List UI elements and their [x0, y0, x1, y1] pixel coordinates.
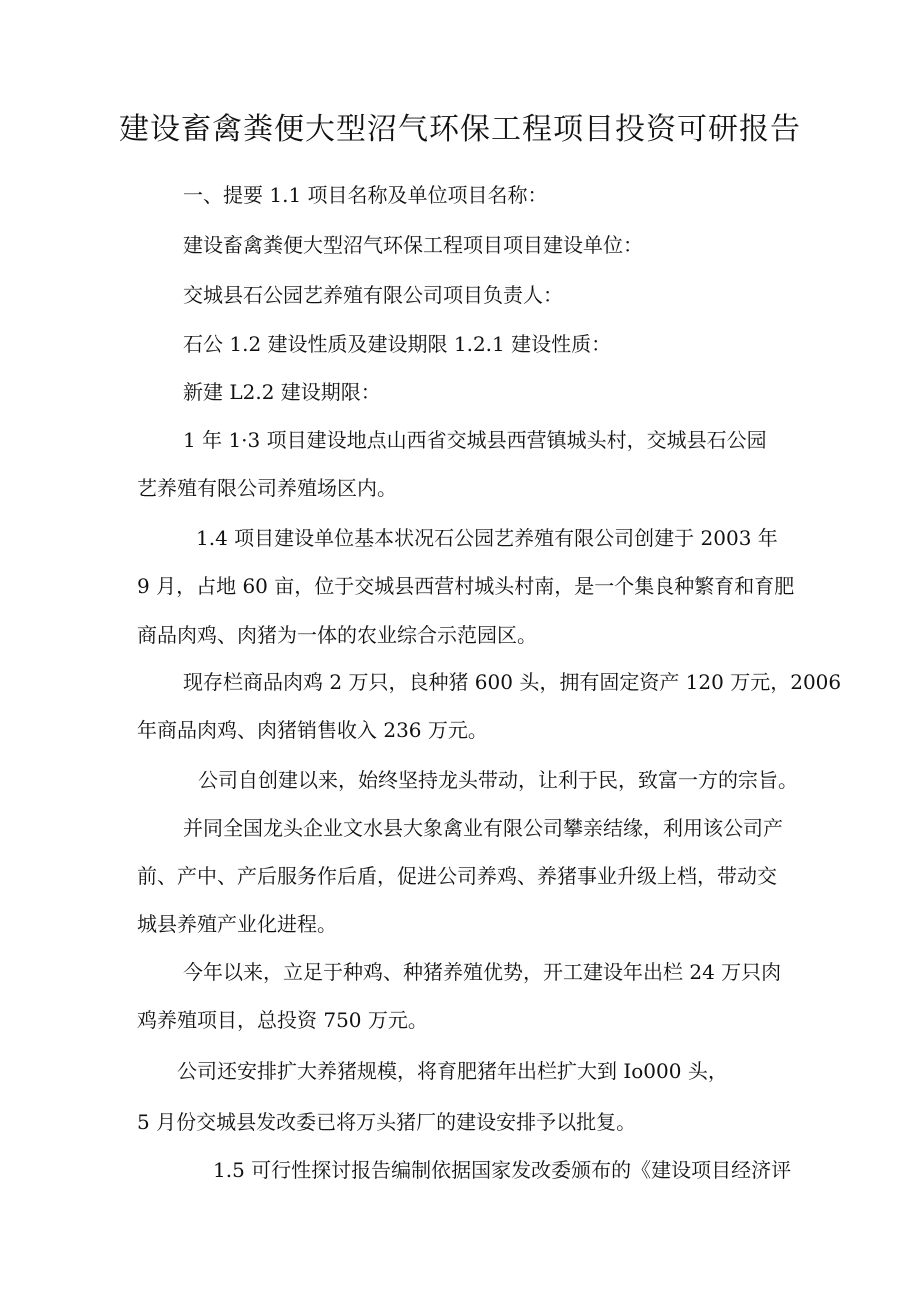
- paragraph-line: 9 月，占地 60 亩，位于交城县西营村城头村南，是一个集良种繁育和育肥: [137, 574, 795, 598]
- paragraph-line: 1.5 可行性探讨报告编制依据国家发改委颁布的《建设项目经济评: [213, 1158, 792, 1182]
- document-title: 建设畜禽粪便大型沼气环保工程项目投资可研报告: [119, 112, 801, 147]
- paragraph-line: 1.4 项目建设单位基本状况石公园艺养殖有限公司创建于 2003 年: [196, 526, 778, 550]
- paragraph-line: 公司还安排扩大养猪规模，将育肥猪年出栏扩大到 Io000 头，: [177, 1059, 728, 1083]
- paragraph-line: 现存栏商品肉鸡 2 万只，良种猪 600 头，拥有固定资产 120 万元，2006: [183, 670, 842, 694]
- paragraph-line: 1 年 1·3 项目建设地点山西省交城县西营镇城头村，交城县石公园: [183, 428, 767, 452]
- paragraph-line: 并同全国龙头企业文水县大象禽业有限公司攀亲结缘，利用该公司产: [183, 816, 783, 840]
- paragraph-line: 城县养殖产业化进程。: [137, 912, 337, 936]
- paragraph-line: 鸡养殖项目，总投资 750 万元。: [137, 1008, 428, 1032]
- paragraph-line: 建设畜禽粪便大型沼气环保工程项目项目建设单位：: [183, 233, 643, 257]
- paragraph-line: 5 月份交城县发改委已将万头猪厂的建设安排予以批复。: [137, 1110, 637, 1134]
- paragraph-line: 艺养殖有限公司养殖场区内。: [137, 476, 397, 500]
- paragraph-line: 交城县石公园艺养殖有限公司项目负责人：: [183, 283, 563, 307]
- paragraph-line: 公司自创建以来，始终坚持龙头带动，让利于民，致富一方的宗旨。: [198, 768, 798, 792]
- paragraph-line: 年商品肉鸡、肉猪销售收入 236 万元。: [137, 718, 488, 742]
- paragraph-line: 石公 1.2 建设性质及建设期限 1.2.1 建设性质：: [183, 332, 612, 356]
- paragraph-line: 前、产中、产后服务作后盾，促进公司养鸡、养猪事业升级上档，带动交: [137, 864, 777, 888]
- paragraph-line: 新建 L2.2 建设期限：: [183, 380, 381, 404]
- paragraph-line: 商品肉鸡、肉猪为一体的农业综合示范园区。: [137, 623, 537, 647]
- paragraph-line: 今年以来，立足于种鸡、种猪养殖优势，开工建设年出栏 24 万只肉: [183, 960, 782, 984]
- paragraph-line: 一、提要 1.1 项目名称及单位项目名称：: [183, 183, 548, 207]
